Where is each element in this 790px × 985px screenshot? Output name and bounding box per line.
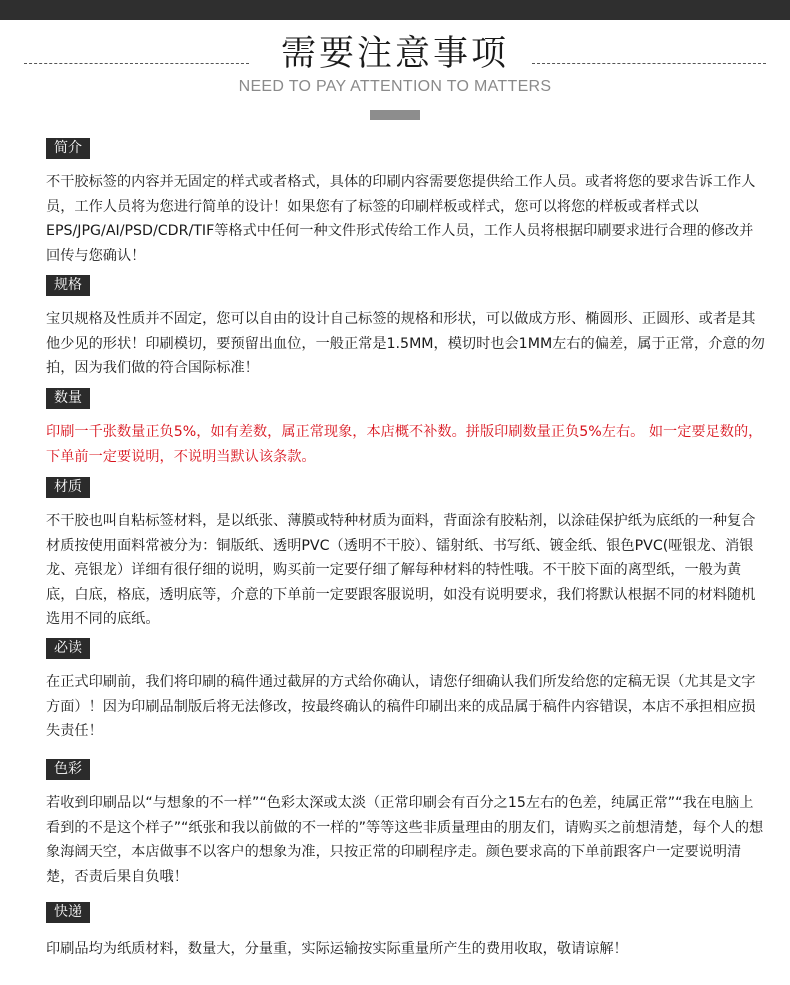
section-text: 印刷一千张数量正负5%，如有差数，属正常现象，本店概不补数。拼版印刷数量正负5%左右。 如一定要足数的，下单前一定要说明，不说明当默认该条款。 <box>46 424 763 465</box>
section-tag: 快递 <box>46 902 90 923</box>
accent-bar <box>370 110 420 120</box>
section-tag: 数量 <box>46 388 90 409</box>
section-tag: 材质 <box>46 477 90 498</box>
section-color <box>46 758 766 889</box>
section-text: 若收到印刷品以“与想象的不一样”“色彩太深或太淡（正常印刷会有百分之15左右的色差，纯属正常”“我在电脑上看到的不是这个样子”“纸张和我以前做的不一样的”等等这些非质量理由的朋友们，请购买之前想清楚，每个人的想象海阔天空，本店做事不以客户的想象为准，只按正常的印刷程序走。颜色要求高的下单前跟客户一定要说明清楚，否责后果自负哦！ <box>46 795 764 885</box>
section-material <box>46 476 766 632</box>
top-bar <box>0 0 790 20</box>
page-title: 需要注意事项 <box>280 34 509 74</box>
section-text: 在正式印刷前，我们将印刷的稿件通过截屏的方式给你确认，请您仔细确认我们所发给您的定稿无误（尤其是文字方面）！因为印刷品制版后将无法修改，按最终确认的稿件印刷出来的成品属于稿件内容错误，本店不承担相应损失责任！ <box>46 674 756 739</box>
section-tag: 简介 <box>46 138 90 159</box>
page-subtitle: NEED TO PAY ATTENTION TO MATTERS <box>238 78 552 95</box>
section-spec <box>46 274 766 381</box>
section-text: 印刷品均为纸质材料，数量大，分量重，实际运输按实际重量所产生的费用收取，敬请谅解！ <box>46 941 628 957</box>
title-divider-left <box>24 63 249 64</box>
section-text: 不干胶也叫自粘标签材料，是以纸张、薄膜或特种材质为面料，背面涂有胶粘剂，以涂硅保护纸为底纸的一种复合材质按使用面料常被分为：铜版纸、透明PVC（透明不干胶）、镭射纸、书写纸、镀金纸、银色PVC(哑银龙、消银龙、亮银龙）详细有很仔细的说明，购买前一定要仔细了解每种材料的特性哦。不干胶下面的离型纸，一般为黄底，白底，格底，透明底等，介意的下单前一定要跟客服说明，如没有说明要求，我们将默认根据不同的材料随机选用不同的底纸。 <box>46 513 756 627</box>
section-text: 宝贝规格及性质并不固定，您可以自由的设计自己标签的规格和形状，可以做成方形、椭圆形、正圆形、或者是其他少见的形状！印刷模切，要预留出血位，一般正常是1.5MM，模切时也会1MM左右的偏差，属于正常，介意的勿拍，因为我们做的符合国际标准！ <box>46 311 765 376</box>
section-must-read <box>46 637 766 744</box>
section-quantity <box>46 387 766 469</box>
section-text: 不干胶标签的内容并无固定的样式或者格式，具体的印刷内容需要您提供给工作人员。或者将您的要求告诉工作人员，工作人员将为您进行简单的设计！如果您有了标签的印刷样板或样式，您可以将您的样板或者样式以EPS/JPG/AI/PSD/CDR/TIF等格式中任何一种文件形式传给工作人员，工作人员将根据印刷要求进行合理的修改并回传与您确认！ <box>46 174 756 264</box>
section-tag: 色彩 <box>46 759 90 780</box>
title-divider-right <box>532 63 766 64</box>
section-shipping <box>46 901 766 962</box>
section-intro <box>46 137 766 268</box>
section-tag: 必读 <box>46 638 90 659</box>
section-tag: 规格 <box>46 275 90 296</box>
